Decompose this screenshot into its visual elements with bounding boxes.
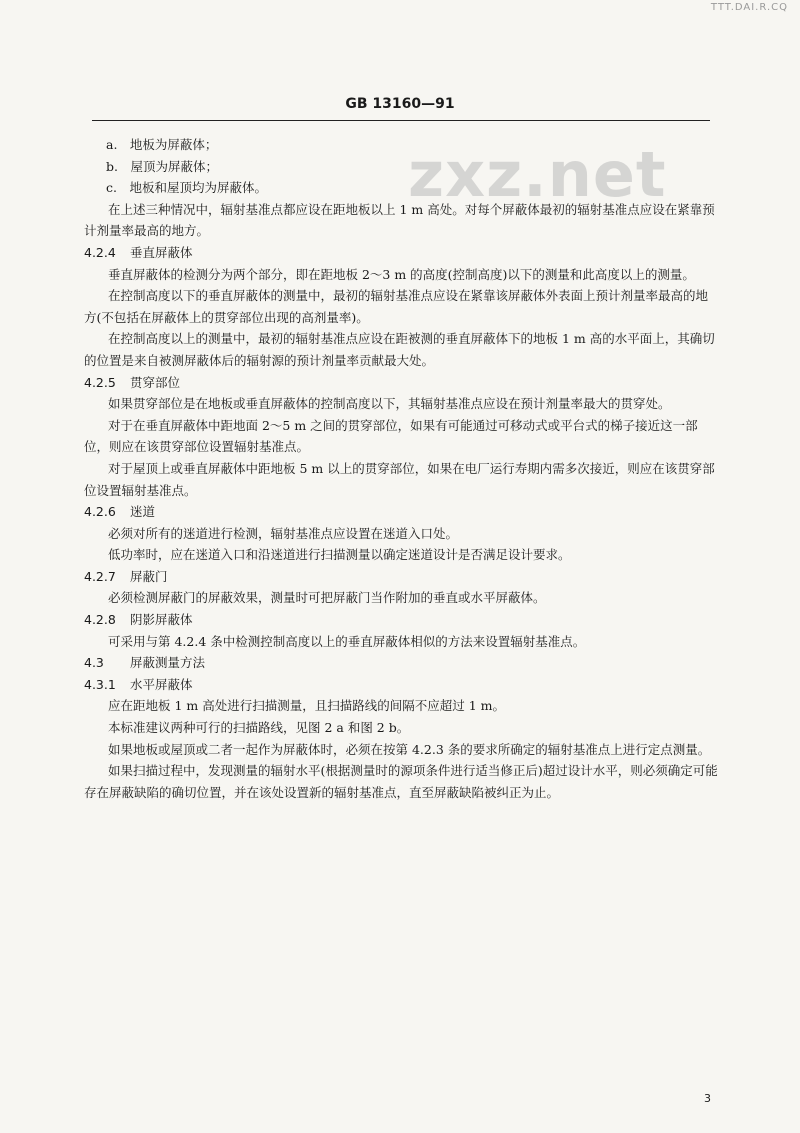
list-item: a. 地板为屏蔽体； bbox=[106, 137, 218, 152]
section-title: 迷道 bbox=[130, 504, 156, 520]
section-number: 4.2.4 bbox=[84, 244, 116, 260]
body-paragraph: 本标准建议两种可行的扫描路线，见图 2 a 和图 2 b。 bbox=[108, 720, 410, 736]
list-item: c. 地板和屋顶均为屏蔽体。 bbox=[106, 180, 267, 196]
list-item: b. 屋顶为屏蔽体； bbox=[106, 158, 218, 174]
document-body bbox=[84, 134, 720, 803]
section-title: 阴影屏蔽体 bbox=[130, 612, 193, 628]
section-number: 4.2.6 bbox=[84, 504, 116, 520]
section-heading bbox=[84, 566, 720, 588]
standard-code-header: GB 13160—91 bbox=[345, 96, 455, 112]
section-heading bbox=[84, 372, 720, 394]
section-number: 4.2.8 bbox=[84, 612, 116, 628]
body-paragraph: 在上述三种情况中，辐射基准点都应设在距地板以上 1 m 高处。对每个屏蔽体最初的辐射基准点应设在紧靠预计剂量率最高的地方。 bbox=[84, 201, 715, 239]
watermark: zxz.net bbox=[408, 138, 667, 211]
body-paragraph: 应在距地板 1 m 高处进行扫描测量，且扫描路线的间隔不应超过 1 m。 bbox=[108, 698, 505, 714]
section-number: 4.3 bbox=[84, 655, 104, 671]
body-paragraph: 低功率时，应在迷道入口和沿迷道进行扫描测量以确定迷道设计是否满足设计要求。 bbox=[108, 547, 571, 563]
section-heading bbox=[84, 609, 720, 631]
body-paragraph: 对于在垂直屏蔽体中距地面 2～5 m 之间的贯穿部位，如果有可能通过可移动式或平台式的梯子接近这一部位，则应在该贯穿部位设置辐射基准点。 bbox=[84, 417, 698, 455]
section-title: 贯穿部位 bbox=[130, 374, 181, 390]
corner-mark: TTT.DAI.R.CQ bbox=[710, 2, 788, 13]
body-paragraph: 必须对所有的迷道进行检测，辐射基准点应设置在迷道入口处。 bbox=[108, 525, 459, 541]
header-rule bbox=[92, 120, 710, 121]
section-title: 屏蔽门 bbox=[130, 568, 168, 584]
section-heading bbox=[84, 674, 720, 696]
body-paragraph: 对于屋顶上或垂直屏蔽体中距地板 5 m 以上的贯穿部位，如果在电厂运行寿期内需多次接近，则应在该贯穿部位设置辐射基准点。 bbox=[84, 460, 715, 498]
section-number: 4.3.1 bbox=[84, 676, 116, 692]
body-paragraph: 在控制高度以上的测量中，最初的辐射基准点应设在距被测的垂直屏蔽体下的地板 1 m 高的水平面上，其确切的位置是来自被测屏蔽体后的辐射源的预计剂量率贡献最大处。 bbox=[84, 331, 715, 368]
section-title: 屏蔽测量方法 bbox=[130, 655, 206, 671]
section-title: 垂直屏蔽体 bbox=[130, 244, 193, 260]
body-paragraph: 必须检测屏蔽门的屏蔽效果，测量时可把屏蔽门当作附加的垂直或水平屏蔽体。 bbox=[108, 590, 546, 606]
body-paragraph: 垂直屏蔽体的检测分为两个部分，即在距地板 2～3 m 的高度(控制高度)以下的测量和此高度以上的测量。 bbox=[108, 266, 695, 282]
section-heading bbox=[84, 652, 720, 674]
body-paragraph: 如果扫描过程中，发现测量的辐射水平(根据测量时的源项条件进行适当修正后)超过设计水平，则必须确定可能存在屏蔽缺陷的确切位置，并在该处设置新的辐射基准点，直至屏蔽缺陷被纠正为止。 bbox=[84, 763, 718, 800]
section-title: 水平屏蔽体 bbox=[130, 676, 193, 692]
section-heading bbox=[84, 242, 720, 264]
section-heading bbox=[84, 501, 720, 523]
body-paragraph: 如果地板或屋顶或二者一起作为屏蔽体时，必须在按第 4.2.3 条的要求所确定的辐射基准点上进行定点测量。 bbox=[108, 741, 711, 757]
page-number: 3 bbox=[704, 1092, 711, 1105]
body-paragraph: 如果贯穿部位是在地板或垂直屏蔽体的控制高度以下，其辐射基准点应设在预计剂量率最大的贯穿处。 bbox=[108, 396, 671, 412]
section-number: 4.2.7 bbox=[84, 568, 116, 584]
section-number: 4.2.5 bbox=[84, 374, 116, 390]
body-paragraph: 可采用与第 4.2.4 条中检测控制高度以上的垂直屏蔽体相似的方法来设置辐射基准点。 bbox=[108, 633, 586, 649]
body-paragraph: 在控制高度以下的垂直屏蔽体的测量中，最初的辐射基准点应设在紧靠该屏蔽体外表面上预计剂量率最高的地方(不包括在屏蔽体上的贯穿部位出现的高剂量率)。 bbox=[84, 288, 709, 325]
